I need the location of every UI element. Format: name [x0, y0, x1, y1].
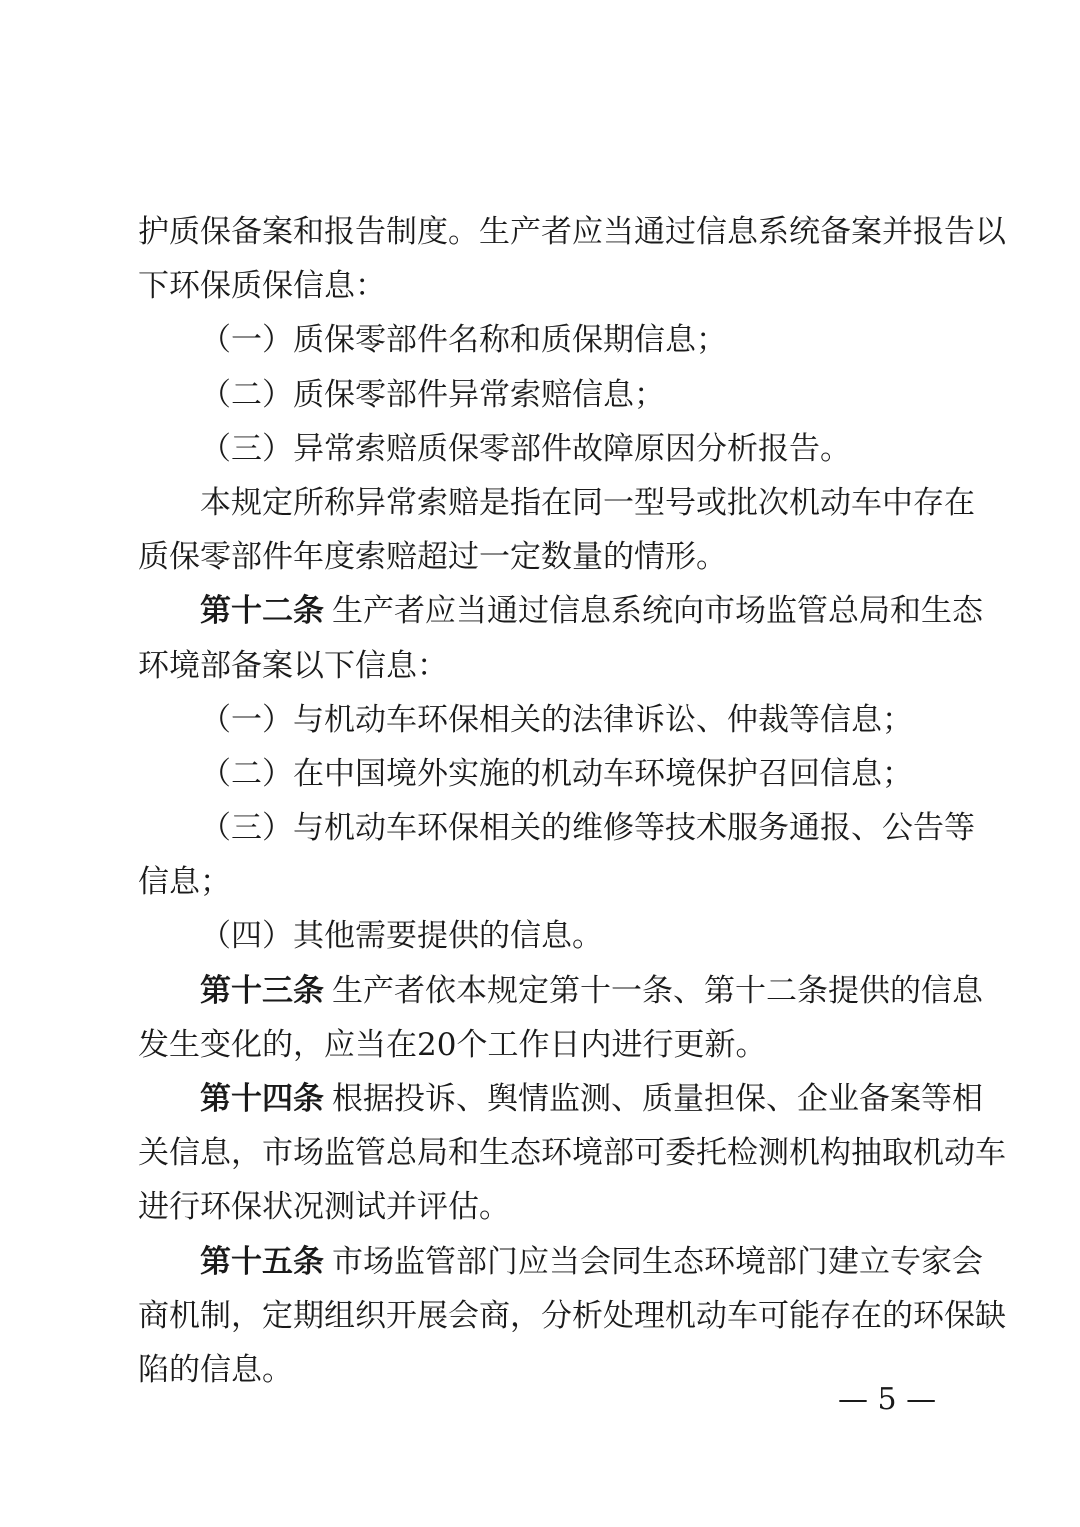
page-number: — 5 —: [838, 1382, 937, 1417]
list-item: （三）异常索赔质保零部件故障原因分析报告。: [200, 430, 851, 467]
list-item: （一）质保零部件名称和质保期信息；: [200, 322, 727, 359]
list-item: （三）与机动车环保相关的维修等技术服务通报、公告等: [200, 810, 975, 847]
article-15-line: [138, 1235, 983, 1289]
article-15-heading: 第十五条: [200, 1243, 324, 1280]
text-span: 生产者依本规定第十一条、第十二条提供的信息: [332, 972, 983, 1009]
text-line: 护质保备案和报告制度。生产者应当通过信息系统备案并报告以: [138, 214, 1006, 250]
list-item: （四）其他需要提供的信息。: [200, 918, 603, 955]
article-13-heading: 第十三条: [200, 972, 324, 1009]
article-12-heading: 第十二条: [200, 593, 324, 630]
text-line: 陷的信息。: [138, 1351, 293, 1388]
text-line: 质保零部件年度索赔超过一定数量的情形。: [138, 539, 727, 576]
list-item: （二）在中国境外实施的机动车环境保护召回信息；: [200, 755, 913, 792]
text-line: 进行环保状况测试并评估。: [138, 1189, 510, 1226]
document-page: [138, 205, 1006, 1397]
text-line: 商机制，定期组织开展会商，分析处理机动车可能存在的环保缺: [138, 1297, 1006, 1334]
list-item: （一）与机动车环保相关的法律诉讼、仲裁等信息；: [200, 701, 913, 738]
text-line: 下环保质保信息：: [138, 268, 386, 305]
text-line: 环境部备案以下信息：: [138, 647, 448, 684]
article-12-line: [138, 584, 983, 638]
text-line: 本规定所称异常索赔是指在同一型号或批次机动车中存在: [200, 484, 975, 521]
article-14-heading: 第十四条: [200, 1081, 324, 1117]
text-line: 发生变化的，应当在20个工作日内进行更新。: [138, 1026, 767, 1063]
text-span: 生产者应当通过信息系统向市场监管总局和生态: [332, 593, 983, 630]
article-14-line: [138, 1072, 983, 1126]
article-13-line: [138, 964, 983, 1018]
text-line: 关信息，市场监管总局和生态环境部可委托检测机构抽取机动车: [138, 1135, 1006, 1172]
text-line: 信息；: [138, 864, 231, 901]
list-item: （二）质保零部件异常索赔信息；: [200, 376, 665, 413]
text-span: 市场监管部门应当会同生态环境部门建立专家会: [332, 1243, 983, 1280]
text-span: 根据投诉、舆情监测、质量担保、企业备案等相: [332, 1081, 983, 1117]
